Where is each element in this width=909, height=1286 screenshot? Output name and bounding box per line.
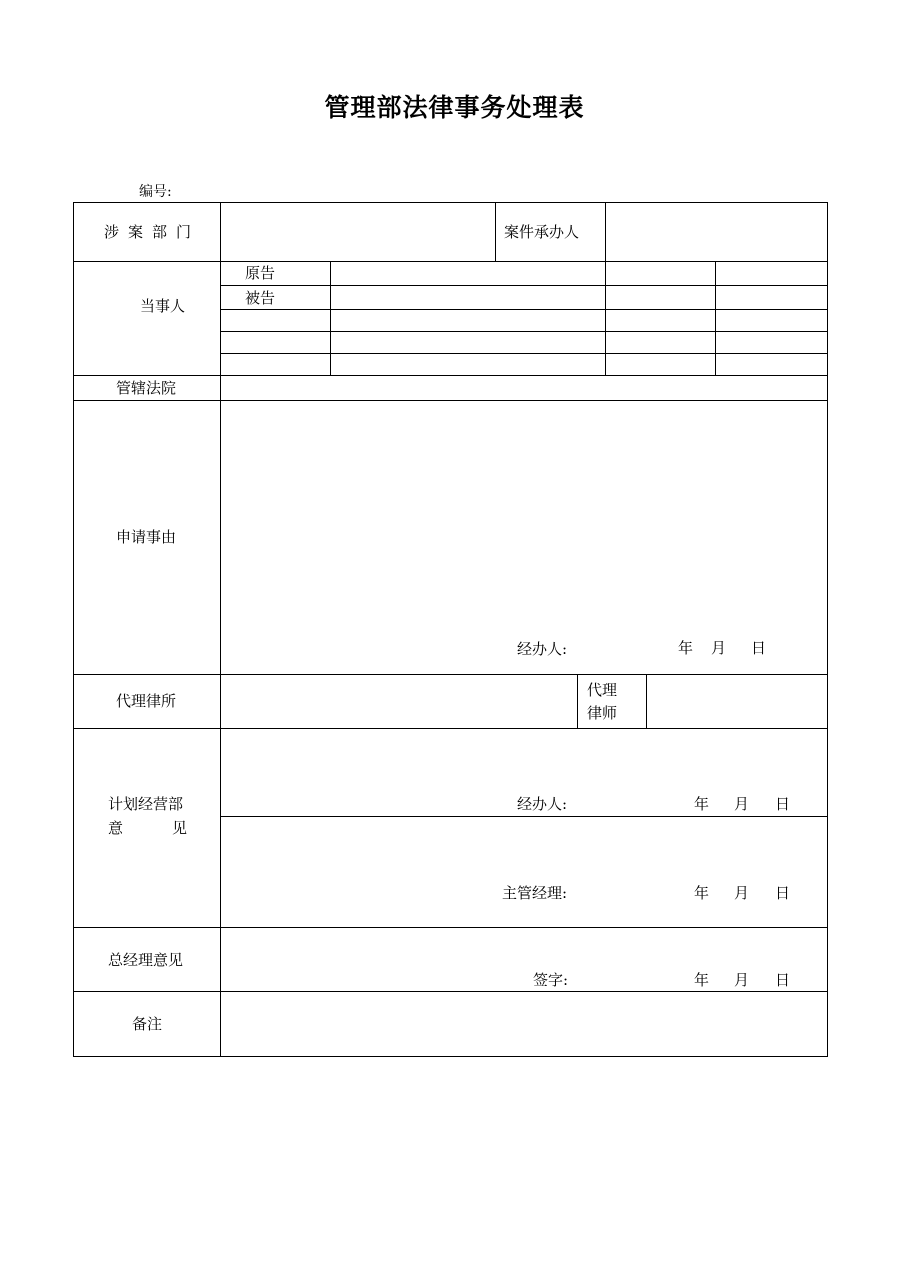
party-column-divider	[715, 261, 716, 375]
dept-label: 涉案部门	[104, 223, 201, 241]
row-separator	[73, 400, 828, 401]
lawyer-label-line1: 代理	[587, 681, 618, 699]
law-firm-label: 代理律所	[116, 692, 177, 710]
party-row-separator	[220, 331, 828, 332]
reason-label: 申请事由	[116, 528, 177, 546]
reason-day-label: 日	[751, 639, 767, 657]
row-separator	[73, 674, 828, 675]
party-row-separator	[220, 309, 828, 310]
cell-divider	[577, 674, 578, 728]
gm-day-label: 日	[775, 971, 791, 989]
gm-year-label: 年	[694, 971, 710, 989]
party-row-separator	[220, 285, 828, 286]
party-row-separator	[220, 353, 828, 354]
lawyer-label-line2: 律师	[587, 704, 618, 722]
cell-divider	[495, 202, 496, 261]
defendant-label: 被告	[245, 289, 276, 307]
cell-divider	[605, 202, 606, 261]
remark-label: 备注	[132, 1015, 163, 1033]
court-label: 管辖法院	[116, 379, 177, 397]
planning-handler-label: 经办人:	[517, 795, 568, 813]
manager-day-label: 日	[775, 884, 791, 902]
party-column-divider	[605, 261, 606, 375]
serial-number-label: 编号:	[139, 184, 172, 200]
gm-sign-label: 签字:	[533, 971, 569, 989]
planning-label-line2a: 意	[108, 819, 124, 837]
cell-divider	[646, 674, 647, 728]
row-separator	[73, 927, 828, 928]
reason-month-label: 月	[711, 639, 727, 657]
row-separator	[73, 375, 828, 376]
manager-month-label: 月	[734, 884, 750, 902]
table-border-bottom	[73, 1056, 828, 1057]
table-border-top	[73, 202, 828, 203]
table-border-left	[73, 202, 74, 1057]
case-handler-label: 案件承办人	[504, 223, 580, 241]
planning-day-label: 日	[775, 795, 791, 813]
party-column-divider	[330, 261, 331, 375]
plaintiff-label: 原告	[245, 264, 276, 282]
row-separator	[73, 991, 828, 992]
form-title: 管理部法律事务处理表	[324, 93, 585, 122]
planning-month-label: 月	[734, 795, 750, 813]
planning-year-label: 年	[694, 795, 710, 813]
gm-opinion-label: 总经理意见	[108, 951, 184, 969]
row-separator	[73, 728, 828, 729]
gm-month-label: 月	[734, 971, 750, 989]
planning-sub-separator	[220, 816, 828, 817]
manager-year-label: 年	[694, 884, 710, 902]
reason-handler-label: 经办人:	[517, 640, 568, 658]
reason-year-label: 年	[678, 639, 694, 657]
party-label: 当事人	[140, 297, 186, 315]
planning-label-line2b: 见	[172, 819, 188, 837]
planning-manager-label: 主管经理:	[502, 884, 568, 902]
planning-label-line1: 计划经营部	[108, 795, 184, 813]
